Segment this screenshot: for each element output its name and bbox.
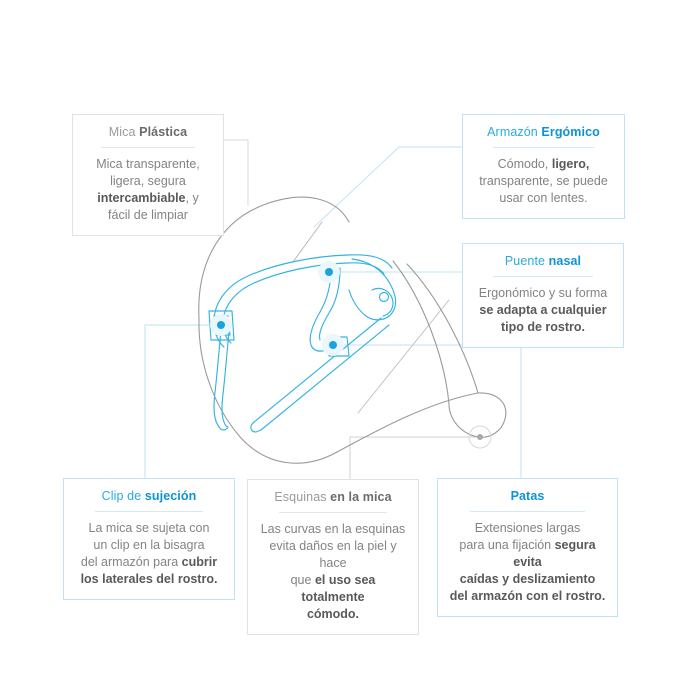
shield-outline: [199, 197, 506, 463]
callout-mica-plastica: [72, 114, 224, 236]
callout-puente-nasal: [462, 243, 624, 348]
glasses-frame: [209, 255, 396, 432]
callout-title: Esquinas en la mica: [274, 490, 392, 504]
callout-body: Extensiones largas para una fijación segura evita caídas y deslizamiento del armazón con el rostro.: [449, 521, 606, 603]
callout-title: Puente nasal: [504, 254, 582, 268]
attachment-point-clip-hinge: [210, 314, 232, 336]
callout-clip-de-sujecion: [63, 478, 235, 600]
callout-title: Clip de sujeción: [101, 489, 197, 503]
callout-body: Ergonómico y su forma se adapta a cualquier tipo de rostro.: [478, 286, 608, 334]
title-divider: [101, 147, 195, 148]
callout-body: La mica se sujeta con un clip en la bisagra del armazón para cubrir los laterales del rostro.: [80, 521, 218, 586]
callout-title: Patas: [510, 489, 545, 503]
attachment-point-temple: [322, 334, 344, 356]
title-divider: [493, 147, 595, 148]
title-divider: [470, 511, 584, 512]
title-divider: [279, 512, 387, 513]
callout-title: Armazón Ergómico: [487, 125, 600, 139]
callout-body: Mica transparente, ligera, segura intercambiable, y fácil de limpiar: [96, 157, 200, 222]
callout-patas: [437, 478, 618, 617]
title-divider: [493, 276, 594, 277]
title-divider: [95, 511, 203, 512]
attachment-point-bridge: [318, 261, 340, 283]
callout-body: Las curvas en la esquinas evita daños en la piel y hace que el uso sea totalmente cómodo.: [260, 522, 406, 621]
callout-esquinas-en-la-mica: [247, 479, 419, 635]
callout-title: Mica Plástica: [108, 125, 188, 139]
callout-armazon-ergomico: [462, 114, 625, 219]
callout-body: Cómodo, ligero, transparente, se puede usar con lentes.: [479, 157, 608, 205]
